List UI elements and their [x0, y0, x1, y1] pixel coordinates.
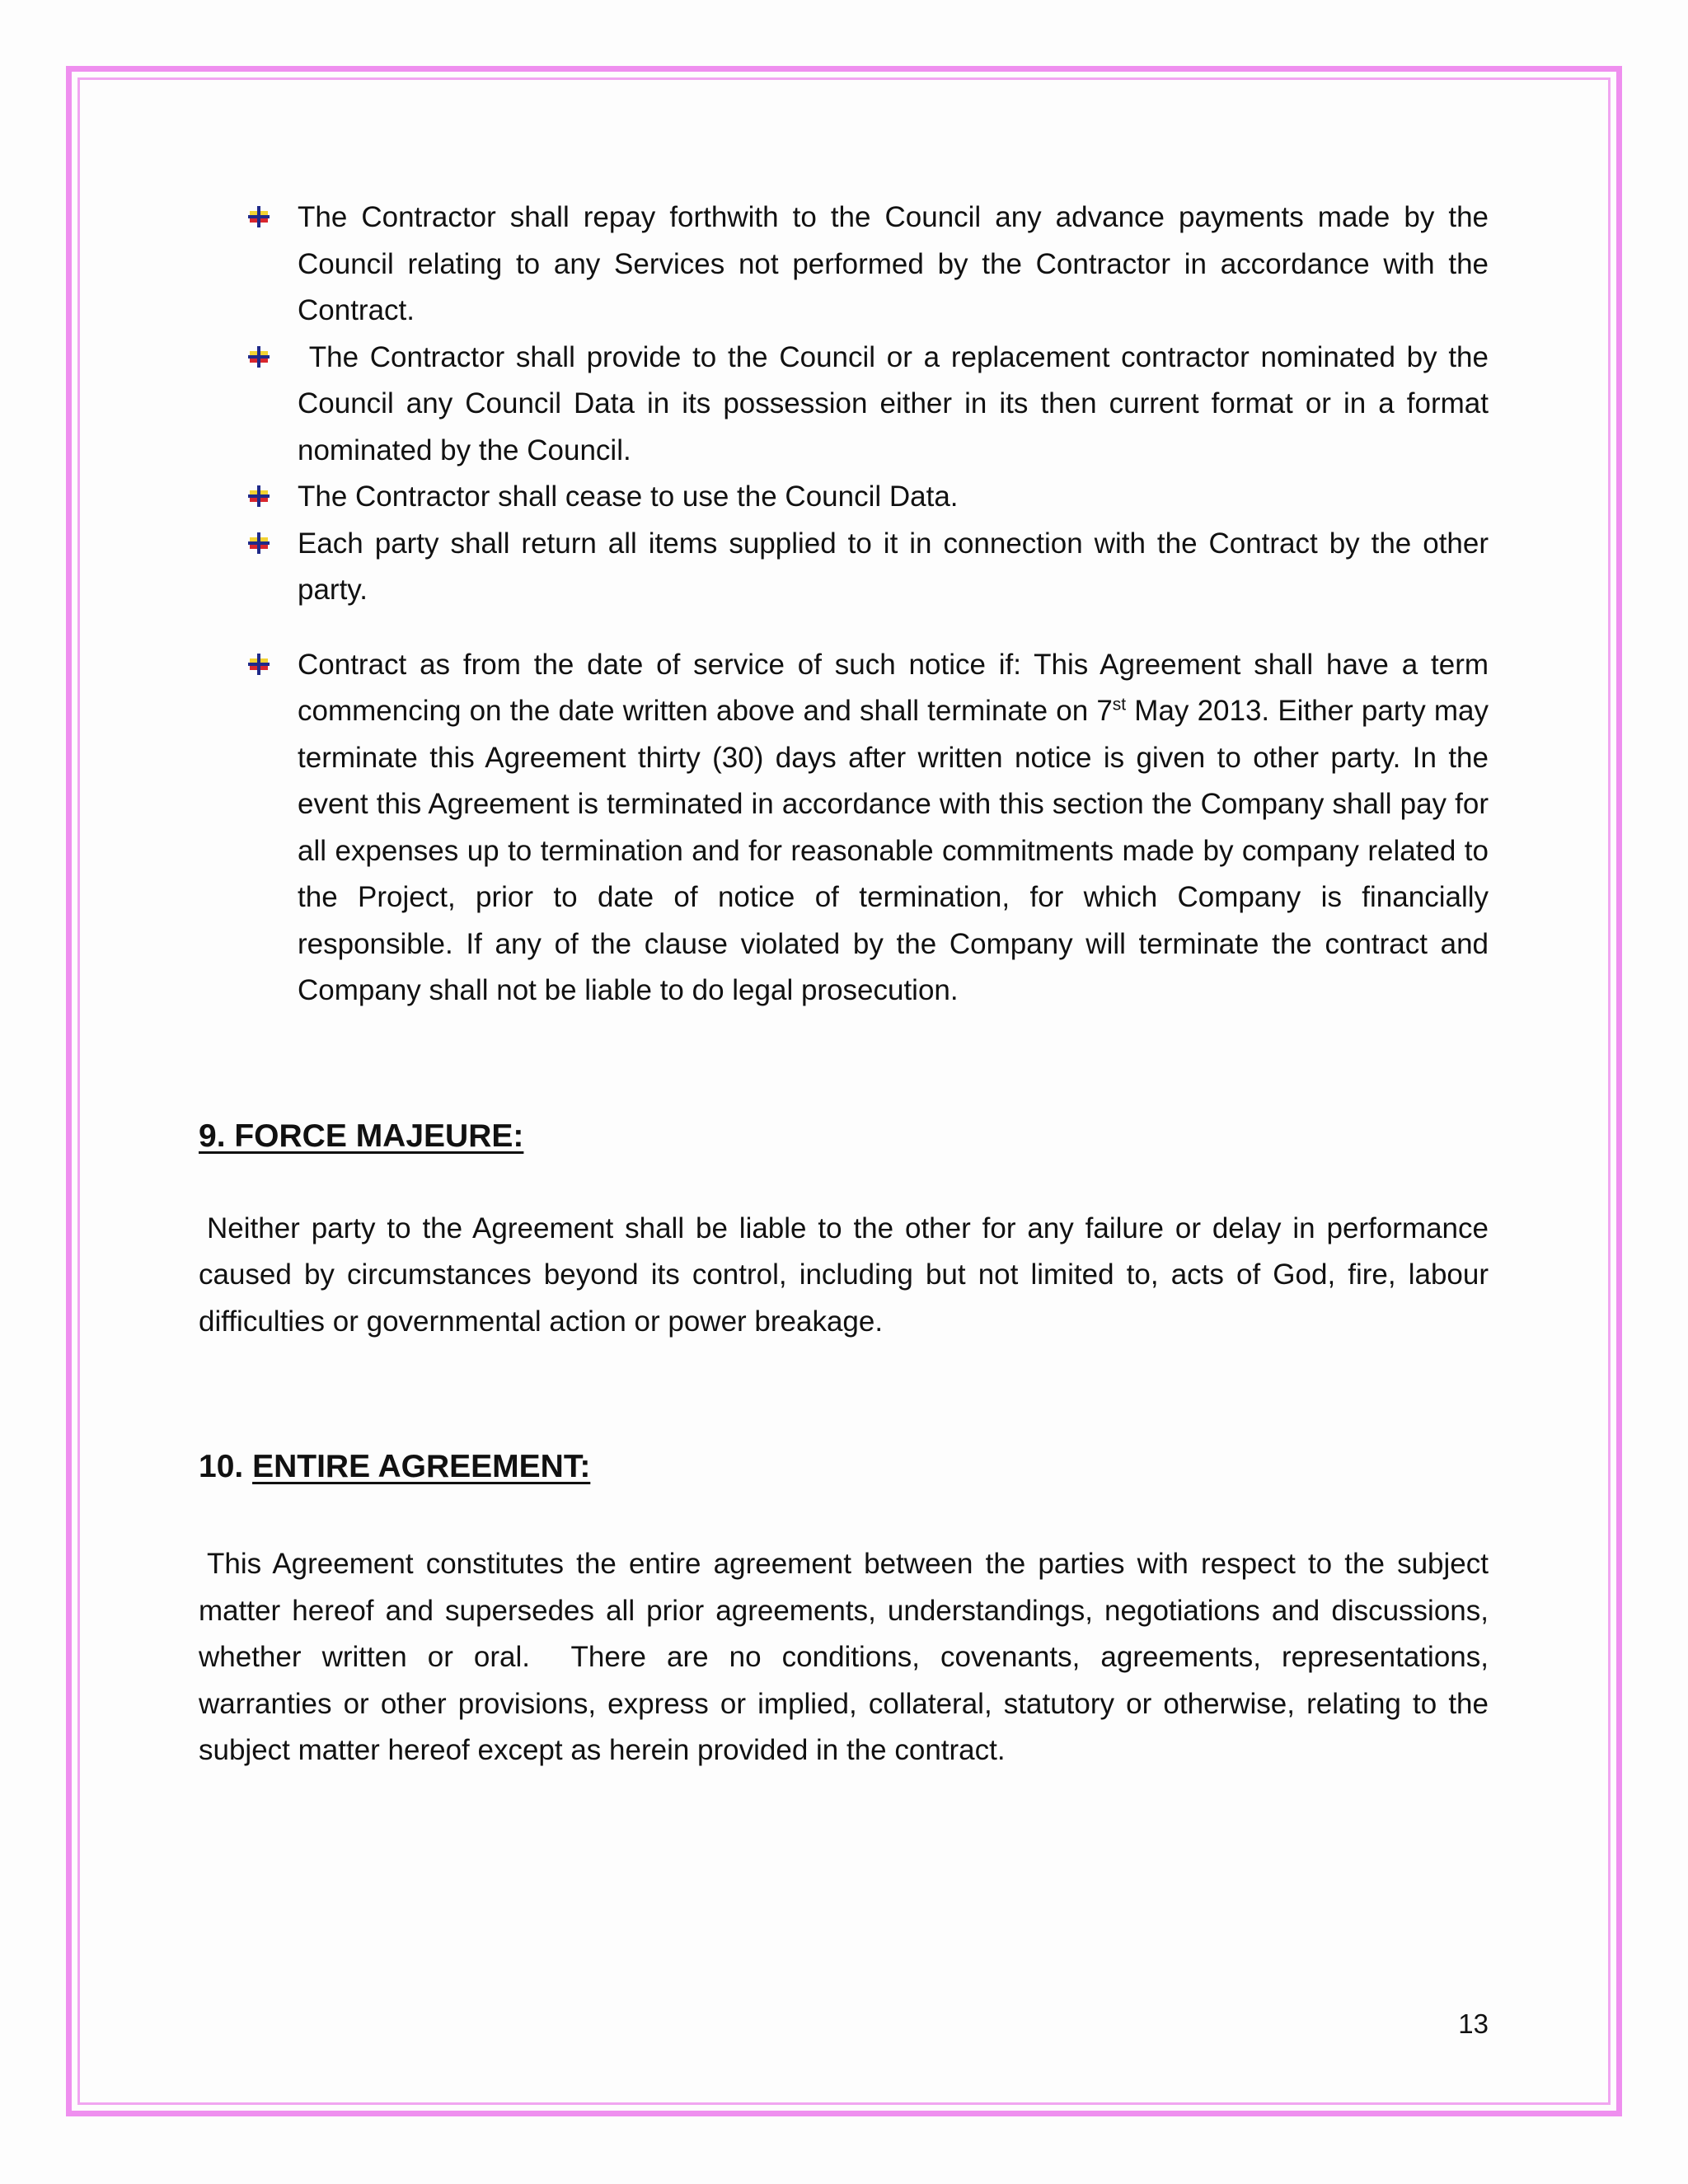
bullet-text: The Contractor shall provide to the Council or a replacement contractor nominated by the Council any Council Data in its possession either in its then current format or in a format nominated by the Council.: [298, 340, 1497, 466]
bullet-plus-icon: [246, 204, 271, 229]
bullet-text: Each party shall return all items supplied to it in connection with the Contract by the other party.: [298, 527, 1489, 606]
bullet-plus-icon: [246, 652, 271, 677]
bullet-item-term: [298, 642, 1489, 1015]
bullet-plus-icon: [246, 484, 271, 509]
bullet-item: [298, 335, 1497, 475]
section-10-body: This Agreement constitutes the entire agreement between the parties with respect to the subject matter hereof and supersedes all prior agreements, understandings, negotiations and discussions, whether written or oral. There are no conditions, covenants, agreements, representations, warranties or other provisions, express or implied, collateral, statutory or otherwise, relating to the subject matter hereof except as herein provided in the contract.: [199, 1548, 1497, 1766]
section-9-heading: [199, 1113, 1489, 1160]
bullet-list: [199, 194, 1497, 1015]
section-10-heading: [199, 1444, 1489, 1490]
bullet-text: The Contractor shall repay forthwith to the Council any advance payments made by the Council relating to any Services not performed by the Contractor in accordance with the Contract.: [298, 201, 1489, 326]
section-9-heading-text: 9. FORCE MAJEURE:: [199, 1118, 524, 1154]
bullet-item: [298, 521, 1489, 614]
section-9-body: Neither party to the Agreement shall be liable to the other for any failure or delay in performance caused by circumstances beyond its control, including but not limited to, acts of God, fire, labour difficulties or governmental action or power breakage.: [199, 1212, 1489, 1338]
bullet-plus-icon: [246, 531, 271, 555]
bullet-plus-icon: [246, 344, 271, 369]
section-10-title: ENTIRE AGREEMENT:: [252, 1449, 591, 1484]
term-text-start: Contract as from the date of service of such notice if: This Agreement shall have a term commencing on the date written above and shall terminate on 7: [298, 648, 1489, 727]
page-content: [199, 194, 1497, 1774]
ordinal-suffix: st: [1112, 695, 1127, 715]
term-text-end: May 2013. Either party may terminate this Agreement thirty (30) days after written notice is given to other party. In the event this Agreement is terminated in accordance with this section the Company shall pay for all expenses up to termination and for reasonable commitments made by company related to the Project, prior to date of notice of termination, for which Company is financially responsible. If any of the clause violated by the Company will terminate the contract and Company shall not be liable to do legal prosecution.: [298, 695, 1489, 1006]
bullet-item: [298, 474, 1489, 521]
page-number: 13: [1458, 2008, 1489, 2039]
bullet-item: [298, 194, 1489, 335]
section-10-number: 10.: [199, 1449, 253, 1484]
bullet-text: The Contractor shall cease to use the Council Data.: [298, 480, 959, 513]
